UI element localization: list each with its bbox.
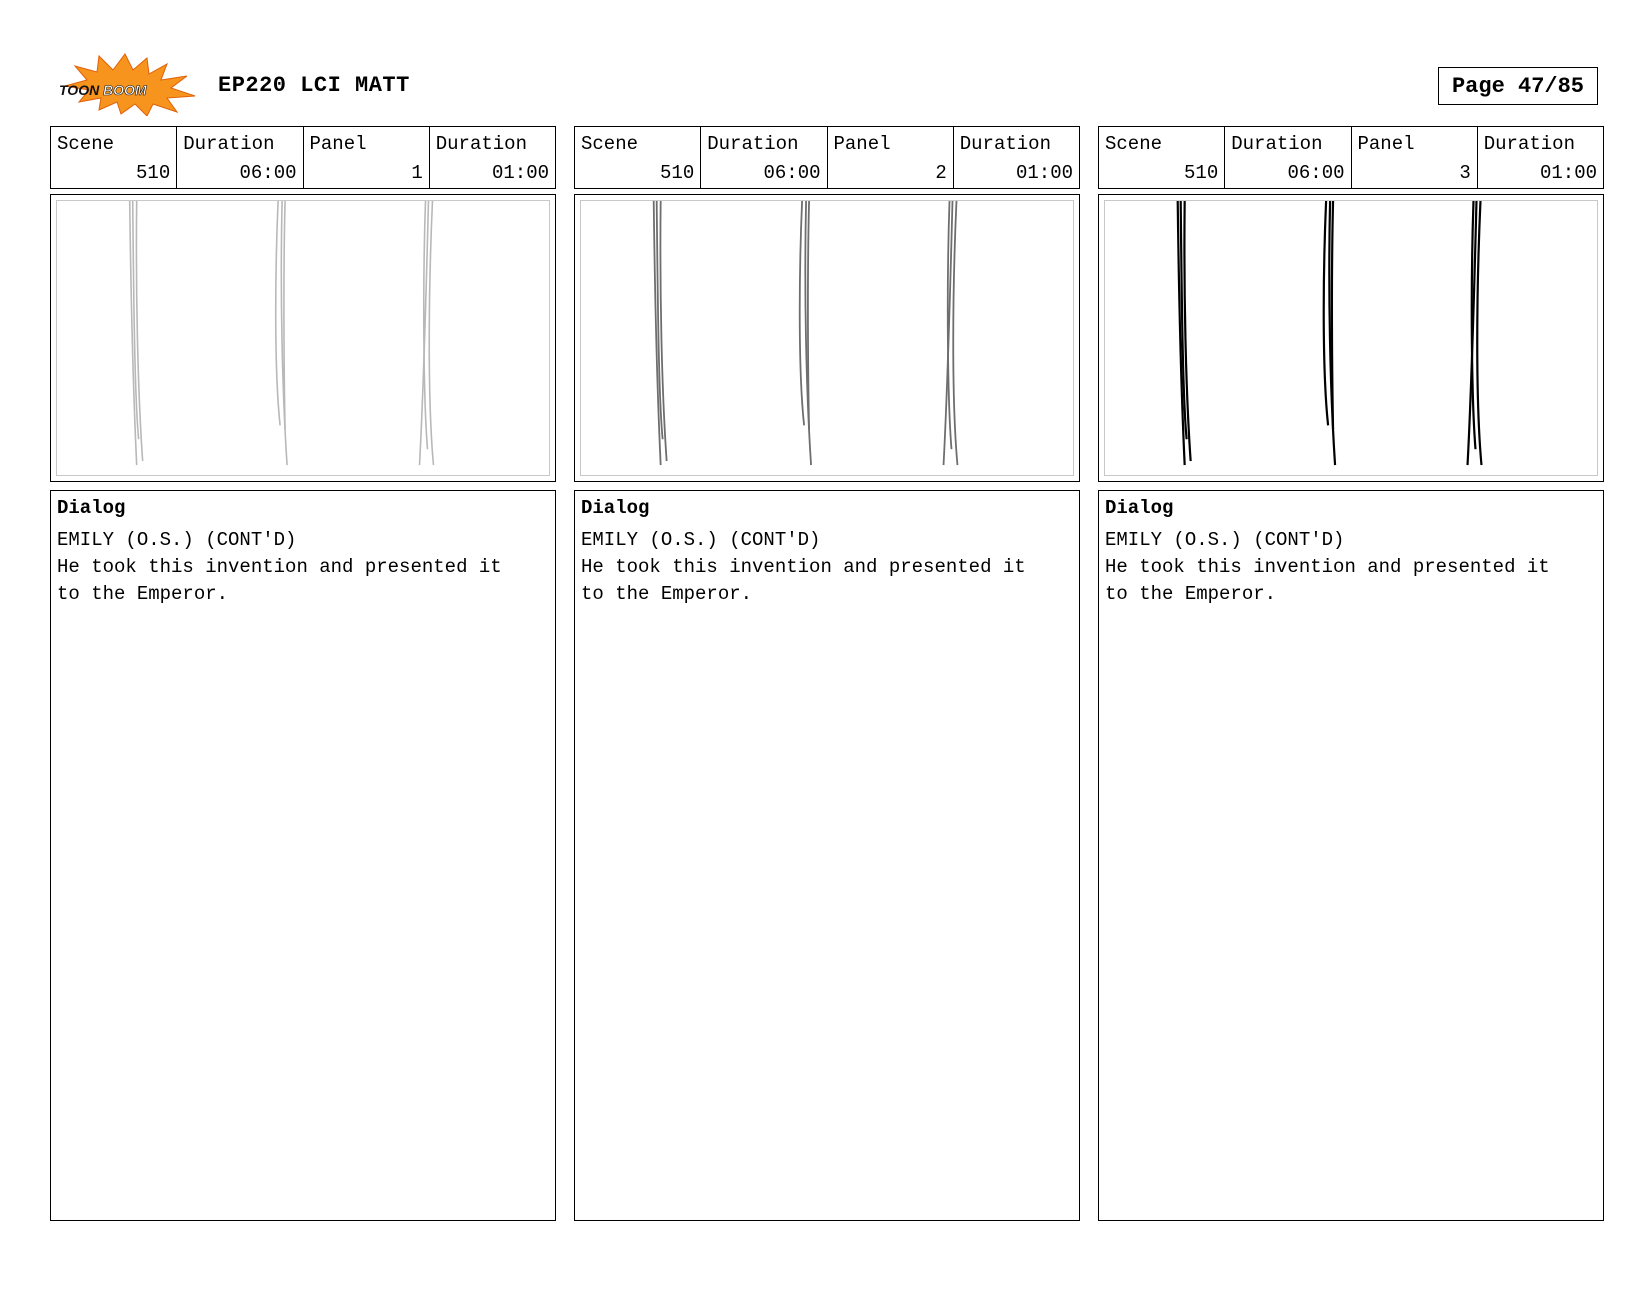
storyboard-panel-1 [50,126,556,1221]
panel-drawing [580,200,1074,476]
dialog-text: He took this invention and presented it to the Emperor. [57,556,502,605]
dialog-box [50,490,556,1221]
sketch-strokes [581,201,1073,475]
dialog-text: He took this invention and presented it to the Emperor. [581,556,1026,605]
panel-label: Panel [309,133,367,155]
scene-cell [575,127,701,188]
scene-number: 510 [660,162,695,184]
sketch-stroke [800,201,804,425]
dialog-speaker: EMILY (O.S.) (CONT'D) [1105,529,1345,551]
dialog-text: He took this invention and presented it to the Emperor. [1105,556,1550,605]
scene-duration-cell [1225,127,1351,188]
sketch-strokes [1105,201,1597,475]
panel-image-frame [50,194,556,482]
sketch-stroke [1477,201,1481,465]
panel-number: 2 [935,162,947,184]
dialog-box [1098,490,1604,1221]
scene-label: Scene [57,133,115,155]
panel-info-row [1098,126,1604,189]
panel-duration: 01:00 [1015,162,1073,184]
panel-duration-cell [1478,127,1603,188]
sketch-stroke [808,201,809,429]
sketch-stroke [1332,201,1333,429]
scene-duration: 06:00 [239,162,297,184]
scene-duration: 06:00 [1287,162,1345,184]
svg-text:TOON: TOON [59,82,100,98]
panel-cell [1352,127,1478,188]
scene-number: 510 [136,162,171,184]
scene-duration-cell [177,127,303,188]
duration-label: Duration [1231,133,1323,155]
dialog-label: Dialog [57,497,126,519]
storyboard-panel-2 [574,126,1080,1221]
dialog-box [574,490,1080,1221]
scene-cell [1099,127,1225,188]
duration-label: Duration [435,133,527,155]
panel-info-row [574,126,1080,189]
scene-number: 510 [1184,162,1219,184]
panel-label: Panel [1357,133,1415,155]
duration-label: Duration [1483,133,1575,155]
page-indicator: Page 47/85 [1438,67,1598,105]
duration-label: Duration [707,133,799,155]
document-title: EP220 LCI MATT [218,73,410,98]
scene-label: Scene [581,133,639,155]
panel-label: Panel [833,133,891,155]
scene-duration: 06:00 [763,162,821,184]
panel-number: 1 [411,162,423,184]
duration-label: Duration [959,133,1051,155]
toon-boom-logo [55,52,197,116]
scene-cell [51,127,177,188]
panel-duration-cell [954,127,1079,188]
dialog-speaker: EMILY (O.S.) (CONT'D) [57,529,297,551]
scene-duration-cell [701,127,827,188]
panel-cell [828,127,954,188]
panel-cell [304,127,430,188]
storyboard-panel-3 [1098,126,1604,1221]
dialog-label: Dialog [1105,497,1174,519]
panel-image-frame [1098,194,1604,482]
panel-number: 3 [1459,162,1471,184]
sketch-stroke [953,201,957,465]
panel-image-frame [574,194,1080,482]
sketch-strokes [57,201,549,475]
panel-drawing [1104,200,1598,476]
dialog-speaker: EMILY (O.S.) (CONT'D) [581,529,821,551]
panel-duration: 01:00 [1539,162,1597,184]
panel-duration-cell [430,127,555,188]
svg-text:BOOM: BOOM [103,82,147,98]
duration-label: Duration [183,133,275,155]
scene-label: Scene [1105,133,1163,155]
panel-info-row [50,126,556,189]
sketch-stroke [1324,201,1328,425]
panel-duration: 01:00 [491,162,549,184]
sketch-stroke [284,201,285,429]
sketch-stroke [429,201,433,465]
panel-drawing [56,200,550,476]
dialog-label: Dialog [581,497,650,519]
sketch-stroke [276,201,280,425]
